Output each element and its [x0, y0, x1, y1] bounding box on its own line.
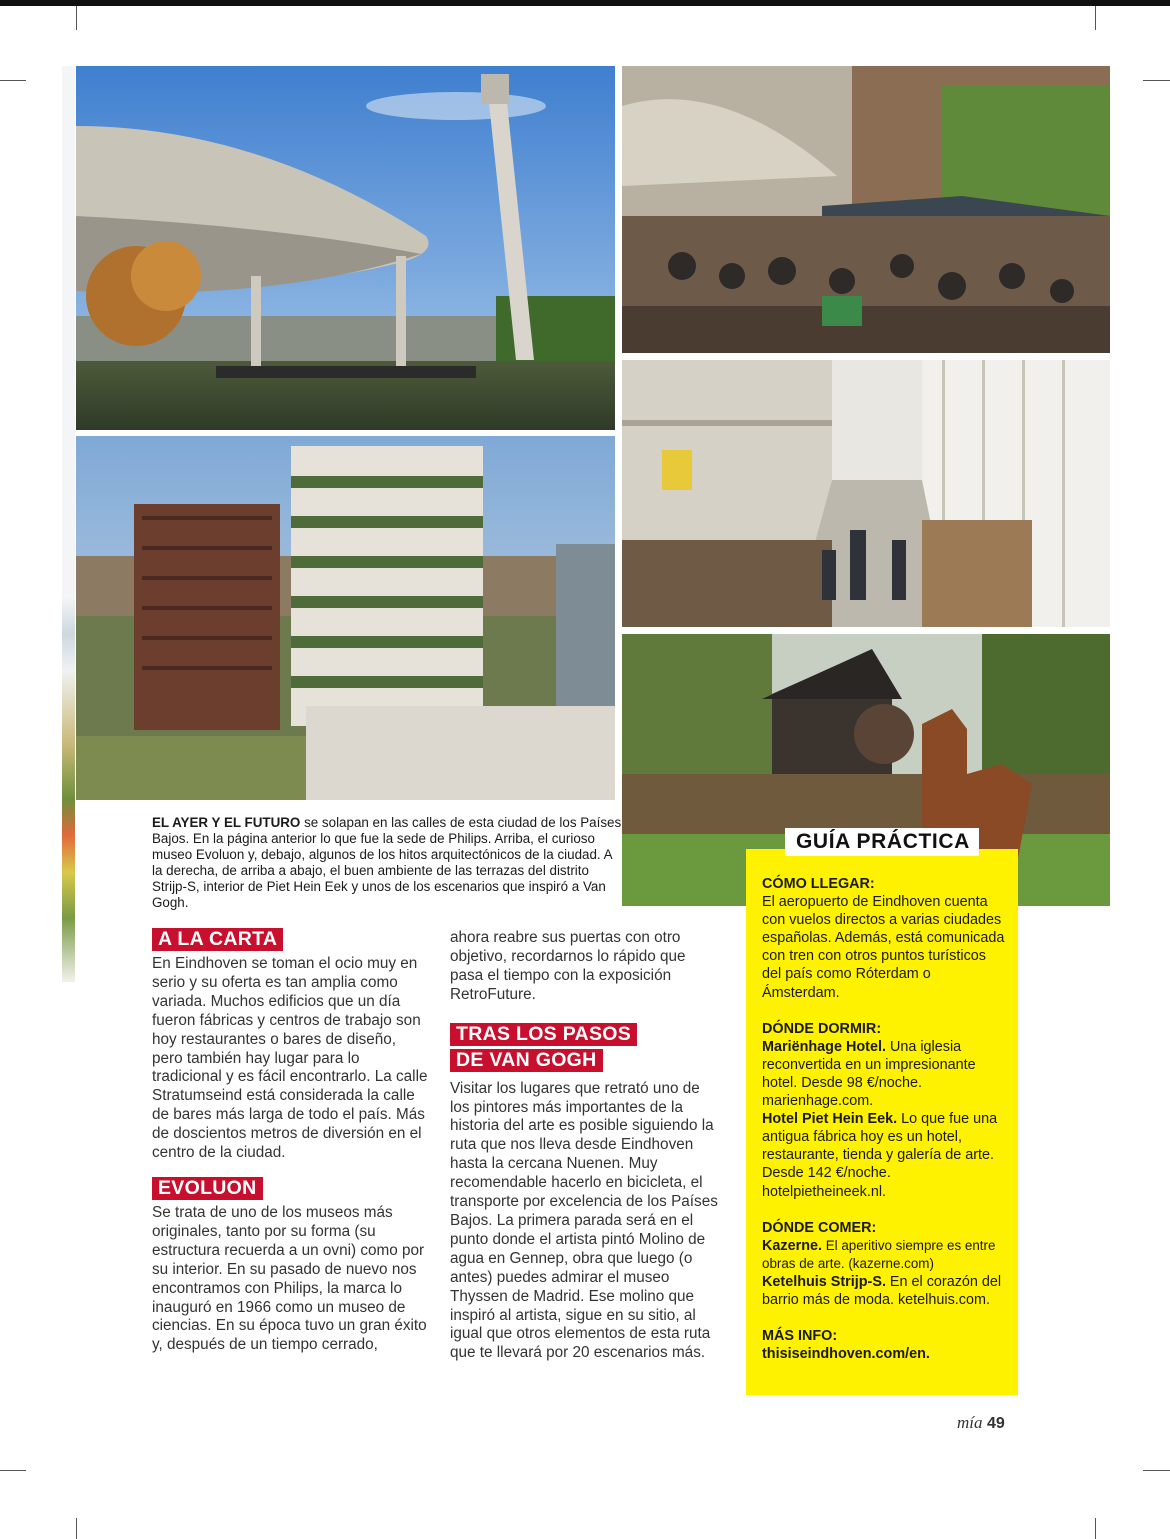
photo-interior	[622, 360, 1110, 627]
crop-mark	[1143, 80, 1170, 81]
crop-mark	[1095, 6, 1096, 30]
page-footer	[957, 1413, 1005, 1433]
heading-evoluon: EVOLUON	[152, 1177, 263, 1200]
donde-dormir-label: DÓNDE DORMIR:	[762, 1020, 882, 1037]
guide-body	[762, 875, 1008, 1363]
hotel-piet-hein-eek-text: Lo que fue una antigua fábrica hoy es un hotel, restaurante, tienda y galería de arte. Desde 142 €/noche. hotelpietheineek.nl.	[762, 1111, 998, 1200]
photo-evoluon	[76, 66, 615, 430]
crop-mark	[1095, 1518, 1096, 1539]
mas-info-label: MÁS INFO:	[762, 1328, 838, 1345]
magazine-name: mía	[957, 1413, 983, 1432]
heading-van-gogh-line-1: TRAS LOS PASOS	[450, 1023, 637, 1046]
hotel-marienhage-text: Una iglesia reconvertida en un impresionante hotel. Desde 98 €/noche. marienhage.com.	[762, 1038, 976, 1110]
van-gogh-text: Visitar los lugares que retrató uno de los pintores más importantes de la historia del arte es posible siguiendo la ruta que nos lleva desde Eindhoven hasta la cercana Nuenen. Muy recomendable hacerlo en bicicleta, el transporte por excelencia de los Países Bajos. La primera parada será en el punto donde el artista pintó Molino de agua en Gennep, obra que luego (o antes) puedes admirar el museo Thyssen de Madrid. Ese molino que inspiró al artista, sigue en su sitio, al igual que otros elementos de esta ruta que te llevará por 20 escenarios más.	[450, 1079, 718, 1362]
a-la-carta-text: En Eindhoven se toman el ocio muy en serio y su oferta es tan amplia como variada. Muchos edificios que un día fueron fábricas y centros de trabajo son hoy restaurantes o bares de diseño, pero también hay lugar para lo tradicional y es fácil encontrarlo. La calle Stratumseind está considerada la calle de bares más larga de todo el país. Más de doscientos metros de diversión en el centro de la ciudad.	[152, 955, 428, 1162]
column-1	[152, 928, 428, 1355]
como-llegar-label: CÓMO LLEGAR:	[762, 876, 875, 892]
column-2	[450, 929, 722, 1363]
heading-van-gogh-line-2: DE VAN GOGH	[450, 1049, 603, 1072]
caption-text: se solapan en las calles de esta ciudad de los Países Bajos. En la página anterior lo que fue la sede de Philips. Arriba, el curioso museo Evoluon y, debajo, algunos de los hitos arquitectónicos de la ciudad. A la derecha, de arriba a abajo, el buen ambiente de las terrazas del distrito Strijp-S, interior de Piet Hein Eek y unos de los escenarios que inspiró a Van Gogh.	[152, 815, 622, 910]
crop-mark	[76, 1518, 77, 1539]
crop-mark	[0, 1470, 26, 1471]
crop-mark	[76, 6, 77, 30]
hotel-piet-hein-eek-name: Hotel Piet Hein Eek.	[762, 1111, 898, 1128]
caption-lead: EL AYER Y EL FUTURO	[152, 815, 301, 830]
crop-mark	[0, 80, 26, 81]
donde-comer-label: DÓNDE COMER:	[762, 1219, 877, 1236]
photo-towers	[76, 436, 615, 800]
photo-caption	[152, 815, 622, 911]
hotel-marienhage-name: Mariënhage Hotel.	[762, 1038, 886, 1055]
heading-a-la-carta: A LA CARTA	[152, 928, 283, 951]
kazerne-text: El aperitivo siempre es entre obras de arte. (kazerne.com)	[762, 1237, 996, 1271]
ketelhuis-text: En el corazón del barrio más de moda. ketelhuis.com.	[762, 1273, 1002, 1308]
guide-title: GUÍA PRÁCTICA	[785, 828, 979, 856]
page-number: 49	[986, 1415, 1005, 1432]
como-llegar-text: El aeropuerto de Eindhoven cuenta con vuelos directos a varias ciudades españolas. Además, está comunicada con tren con otros puntos turísticos del país como Róterdam o Ámsterdam.	[762, 894, 1005, 1001]
page-top-edge	[0, 0, 1170, 6]
mas-info-link: thisiseindhoven.com/en.	[762, 1346, 930, 1363]
kazerne-name: Kazerne.	[762, 1237, 822, 1254]
evoluon-text: Se trata de uno de los museos más originales, tanto por su forma (su estructura recuerda a un ovni) como por su interior. En su pasado de nuevo nos encontramos con Philips, la marca lo inauguró en 1966 como un museo de ciencias. En su época tuvo un gran éxito y, después de un tiempo cerrado,	[152, 1203, 427, 1354]
crop-mark	[1143, 1470, 1170, 1471]
previous-page-edge	[62, 66, 75, 982]
photo-terrace	[622, 66, 1110, 353]
evoluon-continued-text: ahora reabre sus puertas con otro objetivo, recordarnos lo rápido que pasa el tiempo con la exposición RetroFuture.	[450, 929, 686, 1003]
ketelhuis-name: Ketelhuis Strijp-S.	[762, 1273, 886, 1290]
